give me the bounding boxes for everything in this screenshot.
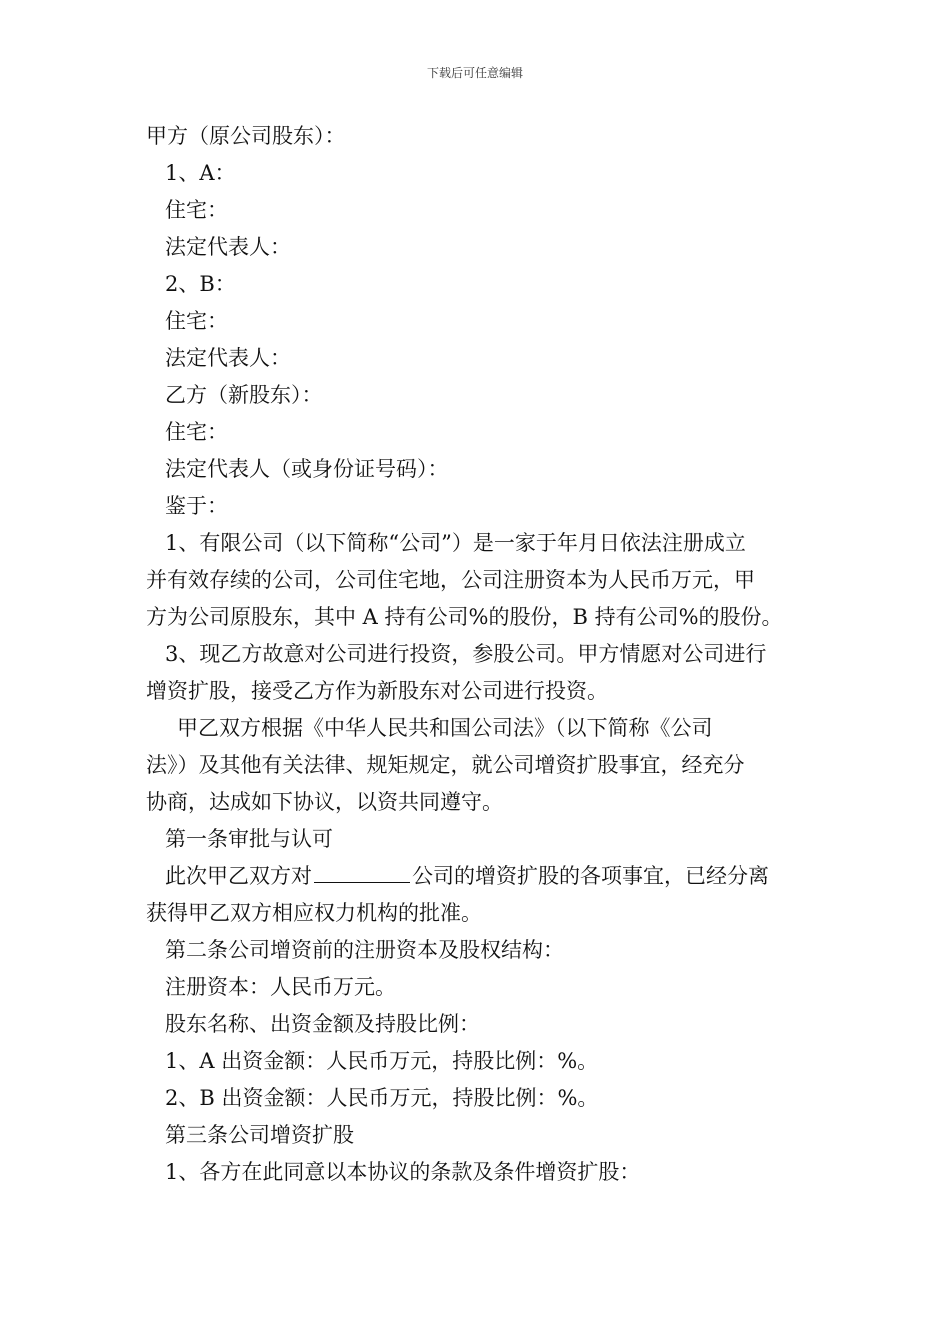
party-a-heading: 甲方（原公司股东）：: [146, 124, 346, 148]
recital-3-line-2: 增资扩股，接受乙方作为新股东对公司进行投资。: [146, 679, 608, 703]
article-3-item-1: 1、各方在此同意以本协议的条款及条件增资扩股：: [165, 1160, 641, 1184]
registered-capital: 注册资本：人民币万元。: [165, 975, 396, 999]
article-1-line-2: 获得甲乙双方相应权力机构的批准。: [146, 901, 482, 925]
page-header: 下载后可任意编辑: [426, 66, 523, 80]
agreement-basis-line-3: 协商，达成如下协议，以资共同遵守。: [146, 790, 503, 814]
party-b-heading: 乙方（新股东）：: [165, 383, 323, 407]
party-b-address: 住宅：: [165, 420, 228, 444]
party-a-1-address: 住宅：: [165, 198, 228, 222]
article-2-title: 第二条公司增资前的注册资本及股权结构：: [165, 938, 564, 962]
party-b-rep: 法定代表人（或身份证号码）：: [165, 457, 449, 481]
party-a-2-rep: 法定代表人：: [165, 346, 291, 370]
article-1-line-1: [146, 858, 806, 895]
party-a-1: 1、A：: [165, 161, 236, 185]
recital-1-line-2: 并有效存续的公司，公司住宅地，公司注册资本为人民币万元，甲: [146, 568, 755, 592]
party-a-2-address: 住宅：: [165, 309, 228, 333]
shareholder-heading: 股东名称、出资金额及持股比例：: [165, 1012, 480, 1036]
recital-1-line-3: 方为公司原股东，其中 A 持有公司%的股份，B 持有公司%的股份。: [146, 605, 783, 629]
article-3-title: 第三条公司增资扩股: [165, 1123, 354, 1147]
agreement-basis-line-2: 法》）及其他有关法律、规矩规定，就公司增资扩股事宜，经充分: [146, 753, 745, 777]
agreement-basis-line-1: 甲乙双方根据《中华人民共和国公司法》（以下简称《公司: [177, 716, 713, 740]
party-a-2: 2、B：: [165, 272, 236, 296]
company-name-blank: [314, 862, 410, 883]
recital-3-line-1: 3、现乙方故意对公司进行投资，参股公司。甲方情愿对公司进行: [165, 642, 767, 666]
article-1-text-a: 此次甲乙双方对: [165, 864, 312, 888]
article-1-title: 第一条审批与认可: [165, 827, 333, 851]
shareholder-a: 1、A 出资金额：人民币万元，持股比例：%。: [165, 1049, 599, 1073]
whereas-heading: 鉴于：: [165, 494, 228, 518]
party-a-1-rep: 法定代表人：: [165, 235, 291, 259]
recital-1-line-1: 1、有限公司（以下简称“公司”）是一家于年月日依法注册成立: [165, 531, 746, 555]
document-body: [146, 118, 806, 1191]
article-1-text-b: 公司的增资扩股的各项事宜，已经分离: [412, 864, 769, 888]
shareholder-b: 2、B 出资金额：人民币万元，持股比例：%。: [165, 1086, 599, 1110]
